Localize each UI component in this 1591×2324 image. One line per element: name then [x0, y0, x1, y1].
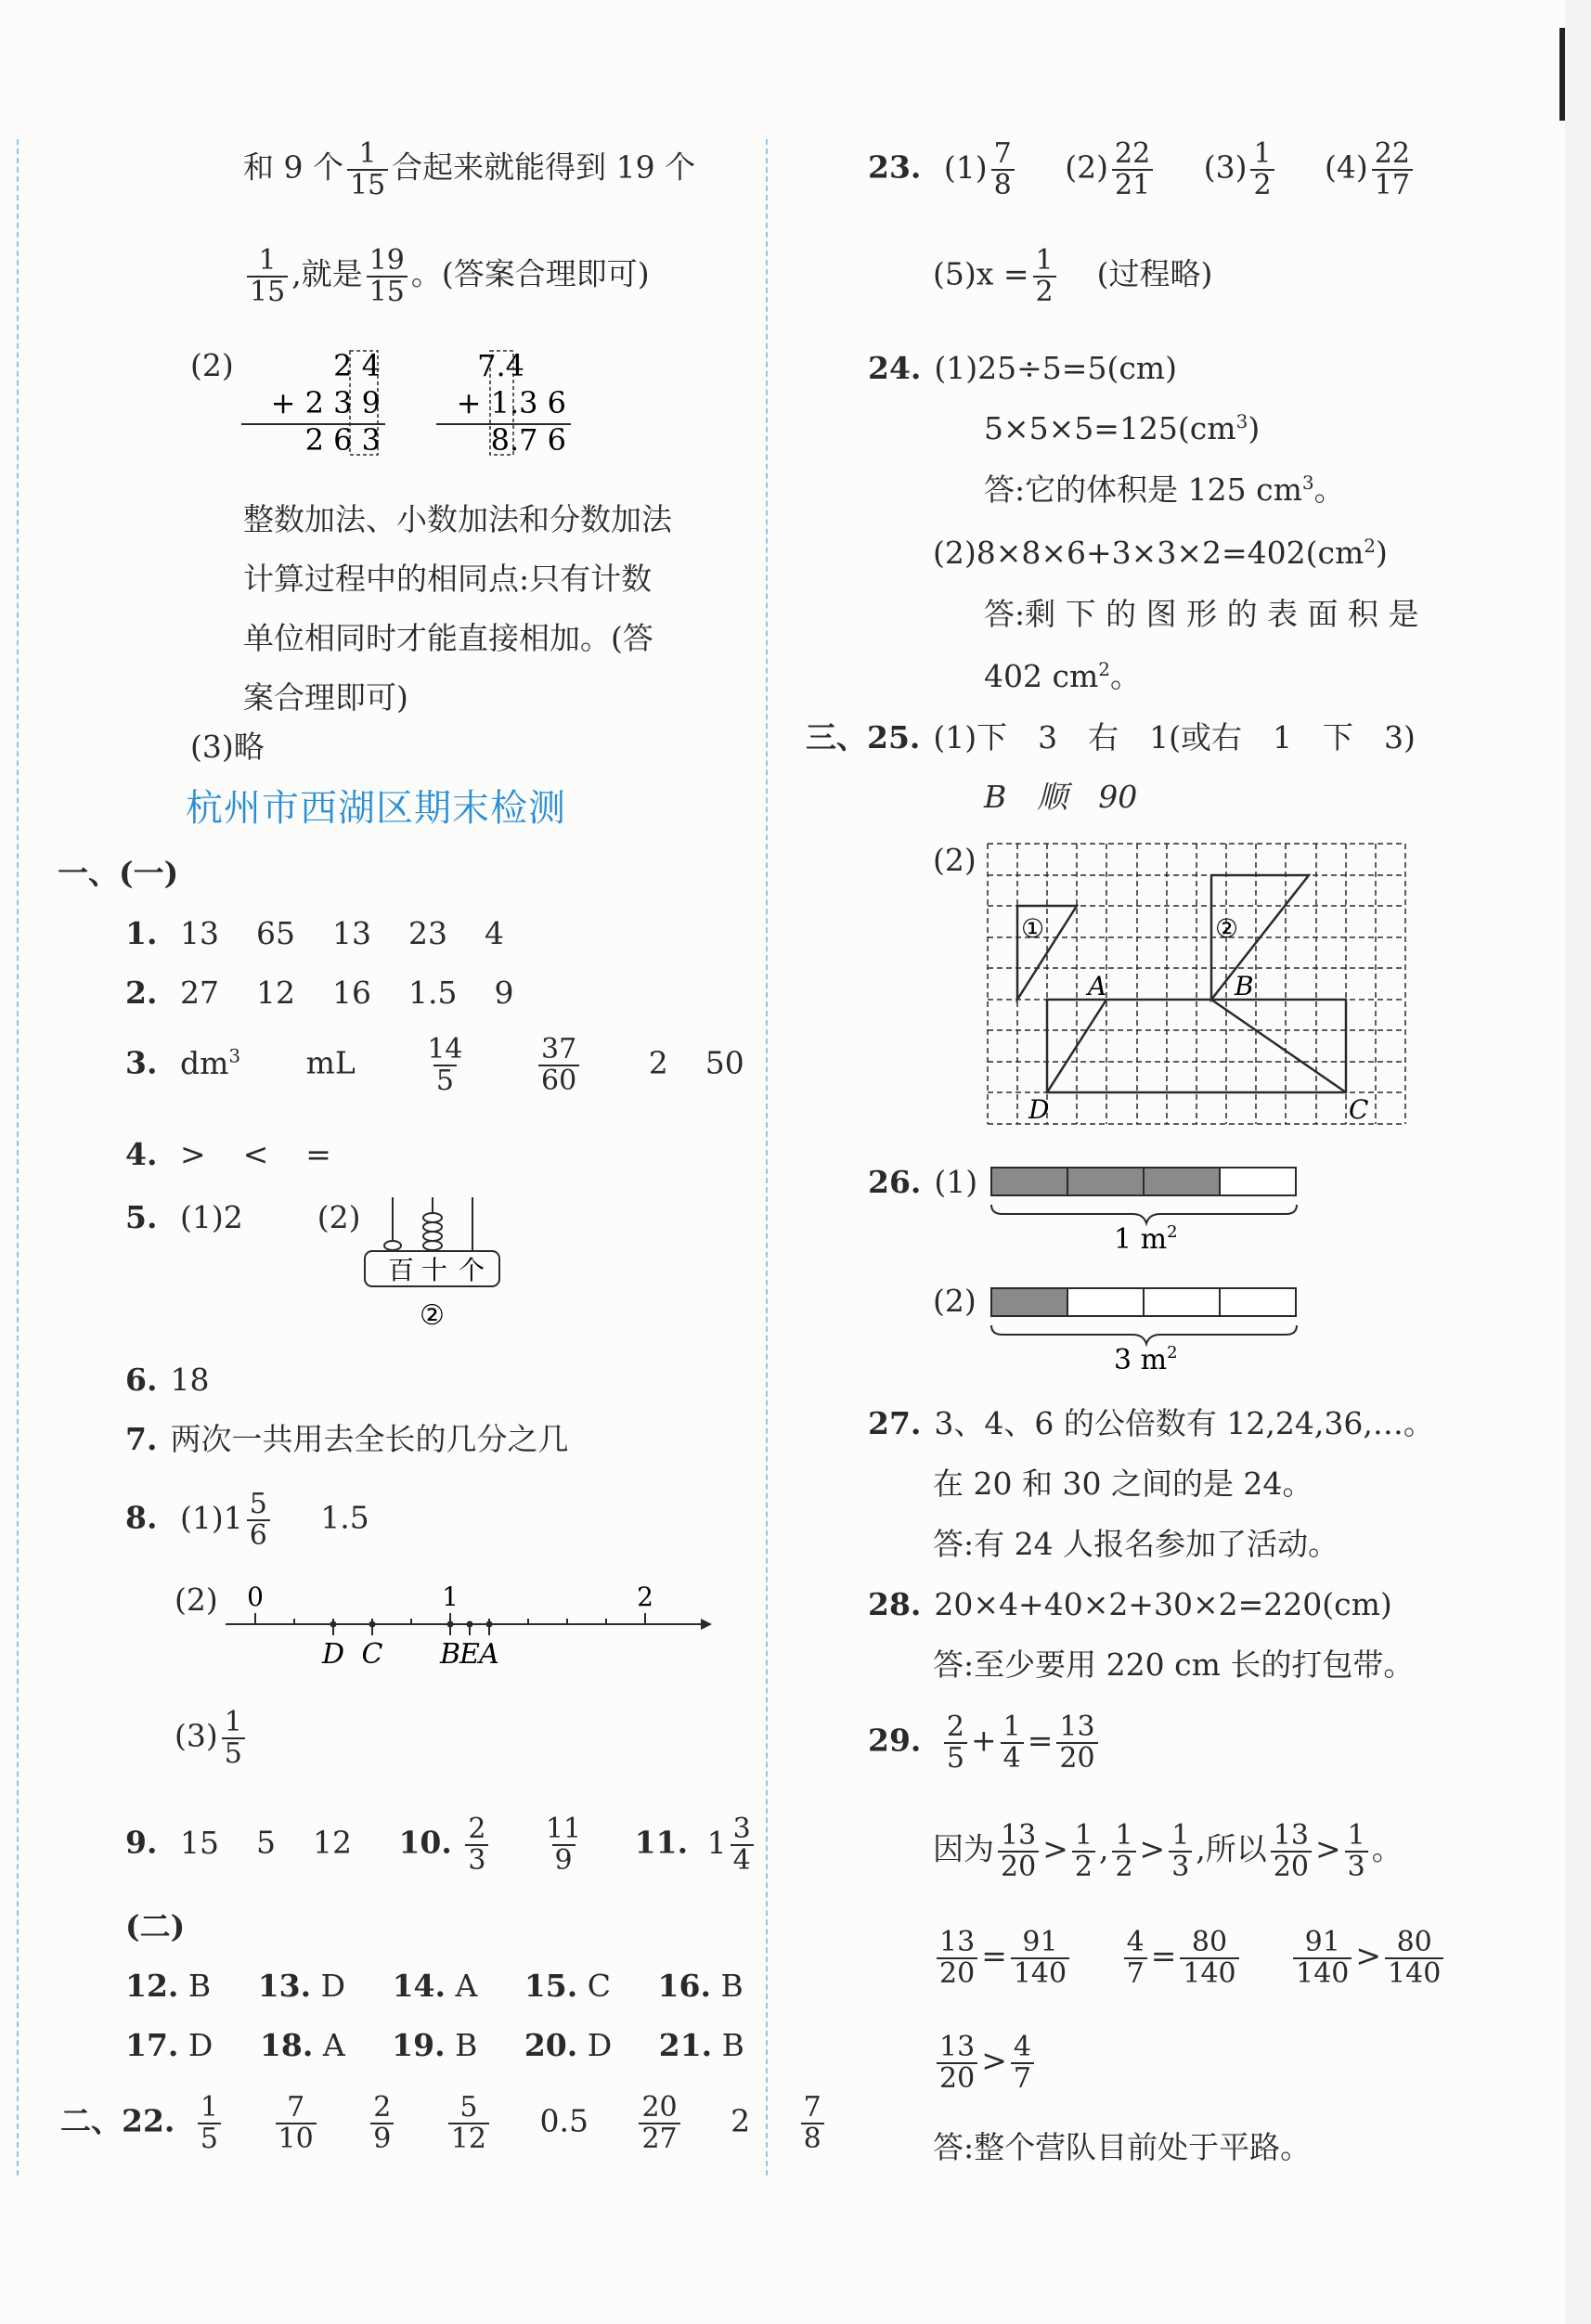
part-2-label: (2): [190, 347, 234, 383]
q28-line2: 答:至少要用 220 cm 长的打包带。: [933, 1646, 1415, 1683]
grid-figure: [984, 840, 1411, 1137]
bar-cell-empty: [1067, 1288, 1144, 1316]
section-title: 杭州市西湖区期末检测: [186, 787, 566, 830]
q27-line3: 答:有 24 人报名参加了活动。: [933, 1526, 1339, 1562]
add1-row3: 2 6 3: [304, 422, 381, 458]
question-3: 3. $dm^3$ mL $\frac{14}{5}$ $\frac{37}{60}$ 2 50: [125, 1033, 744, 1097]
number-line-point: [330, 1621, 337, 1628]
label-circle-1: ①: [1021, 913, 1045, 944]
number-line-point-label: E: [459, 1638, 480, 1671]
question-7: 7. 两次一共用去全长的几分之几: [125, 1421, 569, 1457]
label-B: B: [1235, 971, 1254, 1001]
number-line-tick-label: 0: [247, 1582, 264, 1612]
question-22: 二、22. $\frac{1}{5}$ $\frac{7}{10}$ $\frac{2}{9}$ $\frac{5}{12}$ 0.5 $\frac{20}{27}$ 2 $\frac{7}{8}$: [60, 2093, 828, 2153]
abacus-label-ones: 个: [459, 1255, 485, 1285]
area-bar-1: [984, 1160, 1318, 1253]
multiple-choice-row-1: 12. B 13. D 14. A 15. C 16. B: [125, 1968, 744, 2004]
add1-row2: + 2 3 9: [270, 385, 381, 420]
q24-line6: 402 $cm^2$。: [984, 658, 1141, 694]
bar-cell-shaded: [1144, 1168, 1220, 1195]
label-D: D: [1028, 1094, 1050, 1125]
number-line-tick-label: 2: [637, 1582, 653, 1612]
q24-line5: 答:剩 下 的 图 形 的 表 面 积 是: [984, 596, 1419, 632]
page-edge: [1565, 0, 1591, 2324]
bead: [423, 1222, 442, 1232]
number-line-point: [467, 1621, 473, 1628]
number-line-point-label: A: [479, 1638, 499, 1671]
para-line: 整数加法、小数加法和分数加法: [243, 501, 672, 537]
bar-cell-empty: [1220, 1168, 1296, 1195]
question-8-part3: (3) $\frac{1}{5}$: [175, 1708, 249, 1768]
number-line-point-label: B: [439, 1638, 461, 1671]
label-circle-2: ②: [1215, 913, 1239, 944]
addition-columns: [237, 343, 608, 459]
question-25: 三、25. (1)下 3 右 1(或右 1 下 3): [806, 719, 1416, 755]
method-paragraph: [243, 490, 672, 728]
questions-9-11: 9. 15 5 12 10. $\frac{2}{3}$ $\frac{11}{9}$ 11. 1 $\frac{3}{4}$: [125, 1814, 757, 1875]
part-3: (3)略: [190, 729, 265, 765]
brace-1: [991, 1205, 1297, 1223]
q24-line2: $5\times 5\times 5=125(cm^3)$: [984, 410, 1261, 446]
question-29: 29. $\frac{2}{5}$ + $\frac{1}{4}$ = $\frac{13}{20}$: [868, 1712, 1102, 1773]
continued-line-2: $\frac{1}{15}$ ,就是 $\frac{19}{15}$ 。(答案合理即可): [243, 246, 650, 306]
question-27: 27. 3、4、6 的公倍数有 12,24,36,…。: [868, 1405, 1434, 1441]
question-6: 6. 18: [125, 1362, 210, 1398]
question-26: 26. (1): [868, 1164, 978, 1200]
part-two-heading: (二): [125, 1908, 186, 1944]
bar1-caption: 1 $m^2$: [1114, 1222, 1178, 1253]
bar-cell-shaded: [1067, 1168, 1144, 1195]
bar-cell-empty: [1144, 1288, 1220, 1316]
bar-cell-shaded: [991, 1288, 1067, 1316]
number-line-tick-label: 1: [442, 1582, 459, 1612]
number-line-point: [486, 1621, 493, 1628]
question-1: 1. 13 65 13 23 4: [125, 915, 504, 951]
para-line: 计算过程中的相同点:只有计数: [243, 561, 653, 597]
grid-lines: [988, 844, 1405, 1124]
q24-line4: $(2)8\times 8\times 6+3\times 3\times 2=402(cm^2)$: [933, 535, 1388, 571]
para-line: 案合理即可): [243, 679, 408, 716]
question-5: 5. (1)2 (2): [125, 1199, 361, 1235]
segment-BC: [1211, 1000, 1346, 1092]
question-8: 8. (1)1 $\frac{5}{6}$ 1.5: [125, 1488, 369, 1552]
continued-line-1: 和 9 个 $\frac{1}{15}$ 合起来就能得到 19 个: [243, 137, 696, 201]
q25-line2: B 顺 90: [984, 779, 1138, 815]
q29-result: $\frac{13}{20}$ > $\frac{4}{7}$: [933, 2033, 1038, 2093]
para-line: 单位相同时才能直接相加。(答: [243, 620, 653, 656]
add2-row2: + 1.3 6: [456, 385, 566, 420]
bar-cell-shaded: [991, 1168, 1067, 1195]
left-margin-line: [17, 139, 19, 2176]
q29-comparison: 因为 $\frac{13}{20}$ > $\frac{1}{2}$ , $\frac{1}{2}$ > $\frac{1}{3}$ ,所以 $\frac{13}{20}$ > $\frac{1}{3}$ 。: [933, 1819, 1403, 1883]
abacus-circle-number: ②: [420, 1299, 445, 1332]
bead: [384, 1241, 401, 1250]
number-line-point: [369, 1621, 376, 1628]
question-24: 24. (1)25÷5=5(cm): [868, 350, 1177, 386]
abacus-figure: [360, 1197, 509, 1341]
number-line-point-label: C: [361, 1638, 383, 1671]
abacus-label-tens: 十: [421, 1255, 448, 1285]
column-divider: [766, 139, 768, 2176]
label-A: A: [1088, 971, 1107, 1001]
question-4: 4. > < =: [125, 1136, 331, 1172]
binding-mark: [1559, 28, 1565, 121]
number-line-point: [447, 1621, 454, 1628]
q27-line2: 在 20 和 30 之间的是 24。: [933, 1465, 1313, 1502]
add2-row3: 8.7 6: [490, 422, 566, 458]
q29-common-denominators: $\frac{13}{20}$ = $\frac{91}{140}$ $\frac{4}{7}$ = $\frac{80}{140}$ $\frac{91}{140}$ > $\frac{80}{140}$: [933, 1928, 1447, 1988]
question-8-part2-label: (2): [175, 1582, 218, 1618]
bead: [423, 1213, 442, 1222]
abacus-label-hundreds: 百: [388, 1255, 415, 1285]
q26-part2-label: (2): [933, 1283, 977, 1319]
label-C: C: [1349, 1094, 1369, 1125]
add2-row1: 7.4: [477, 348, 524, 383]
number-line-arrow: [701, 1619, 712, 1630]
bar2-caption: 3 $m^2$: [1114, 1343, 1178, 1374]
multiple-choice-row-2: 17. D 18. A 19. B 20. D 21. B: [125, 2027, 744, 2063]
bead: [423, 1241, 442, 1250]
question-23-part5: (5)x = $\frac{1}{2}$ (过程略): [933, 244, 1213, 308]
q25-part2-label: (2): [933, 842, 977, 878]
q24-line3: 答:它的体积是 125 $cm^3$。: [984, 471, 1345, 508]
q29-answer: 答:整个营队目前处于平路。: [933, 2129, 1312, 2165]
bar-cell-empty: [1220, 1288, 1296, 1316]
question-28: 28. 20×4+40×2+30×2=220(cm): [868, 1586, 1392, 1622]
area-bar-2: [984, 1281, 1318, 1374]
brace-2: [991, 1325, 1297, 1344]
part-one-heading: 一、(一): [58, 855, 179, 891]
bead: [423, 1232, 442, 1241]
add1-row1: 2 4: [333, 348, 381, 383]
number-line-point-label: D: [321, 1638, 345, 1671]
question-2: 2. 27 12 16 1.5 9: [125, 975, 514, 1011]
question-23: 23. (1) $\frac{7}{8}$ (2) $\frac{22}{21}$ (3) $\frac{1}{2}$ (4) $\frac{22}{17}$: [868, 139, 1416, 200]
number-line: [218, 1578, 724, 1680]
